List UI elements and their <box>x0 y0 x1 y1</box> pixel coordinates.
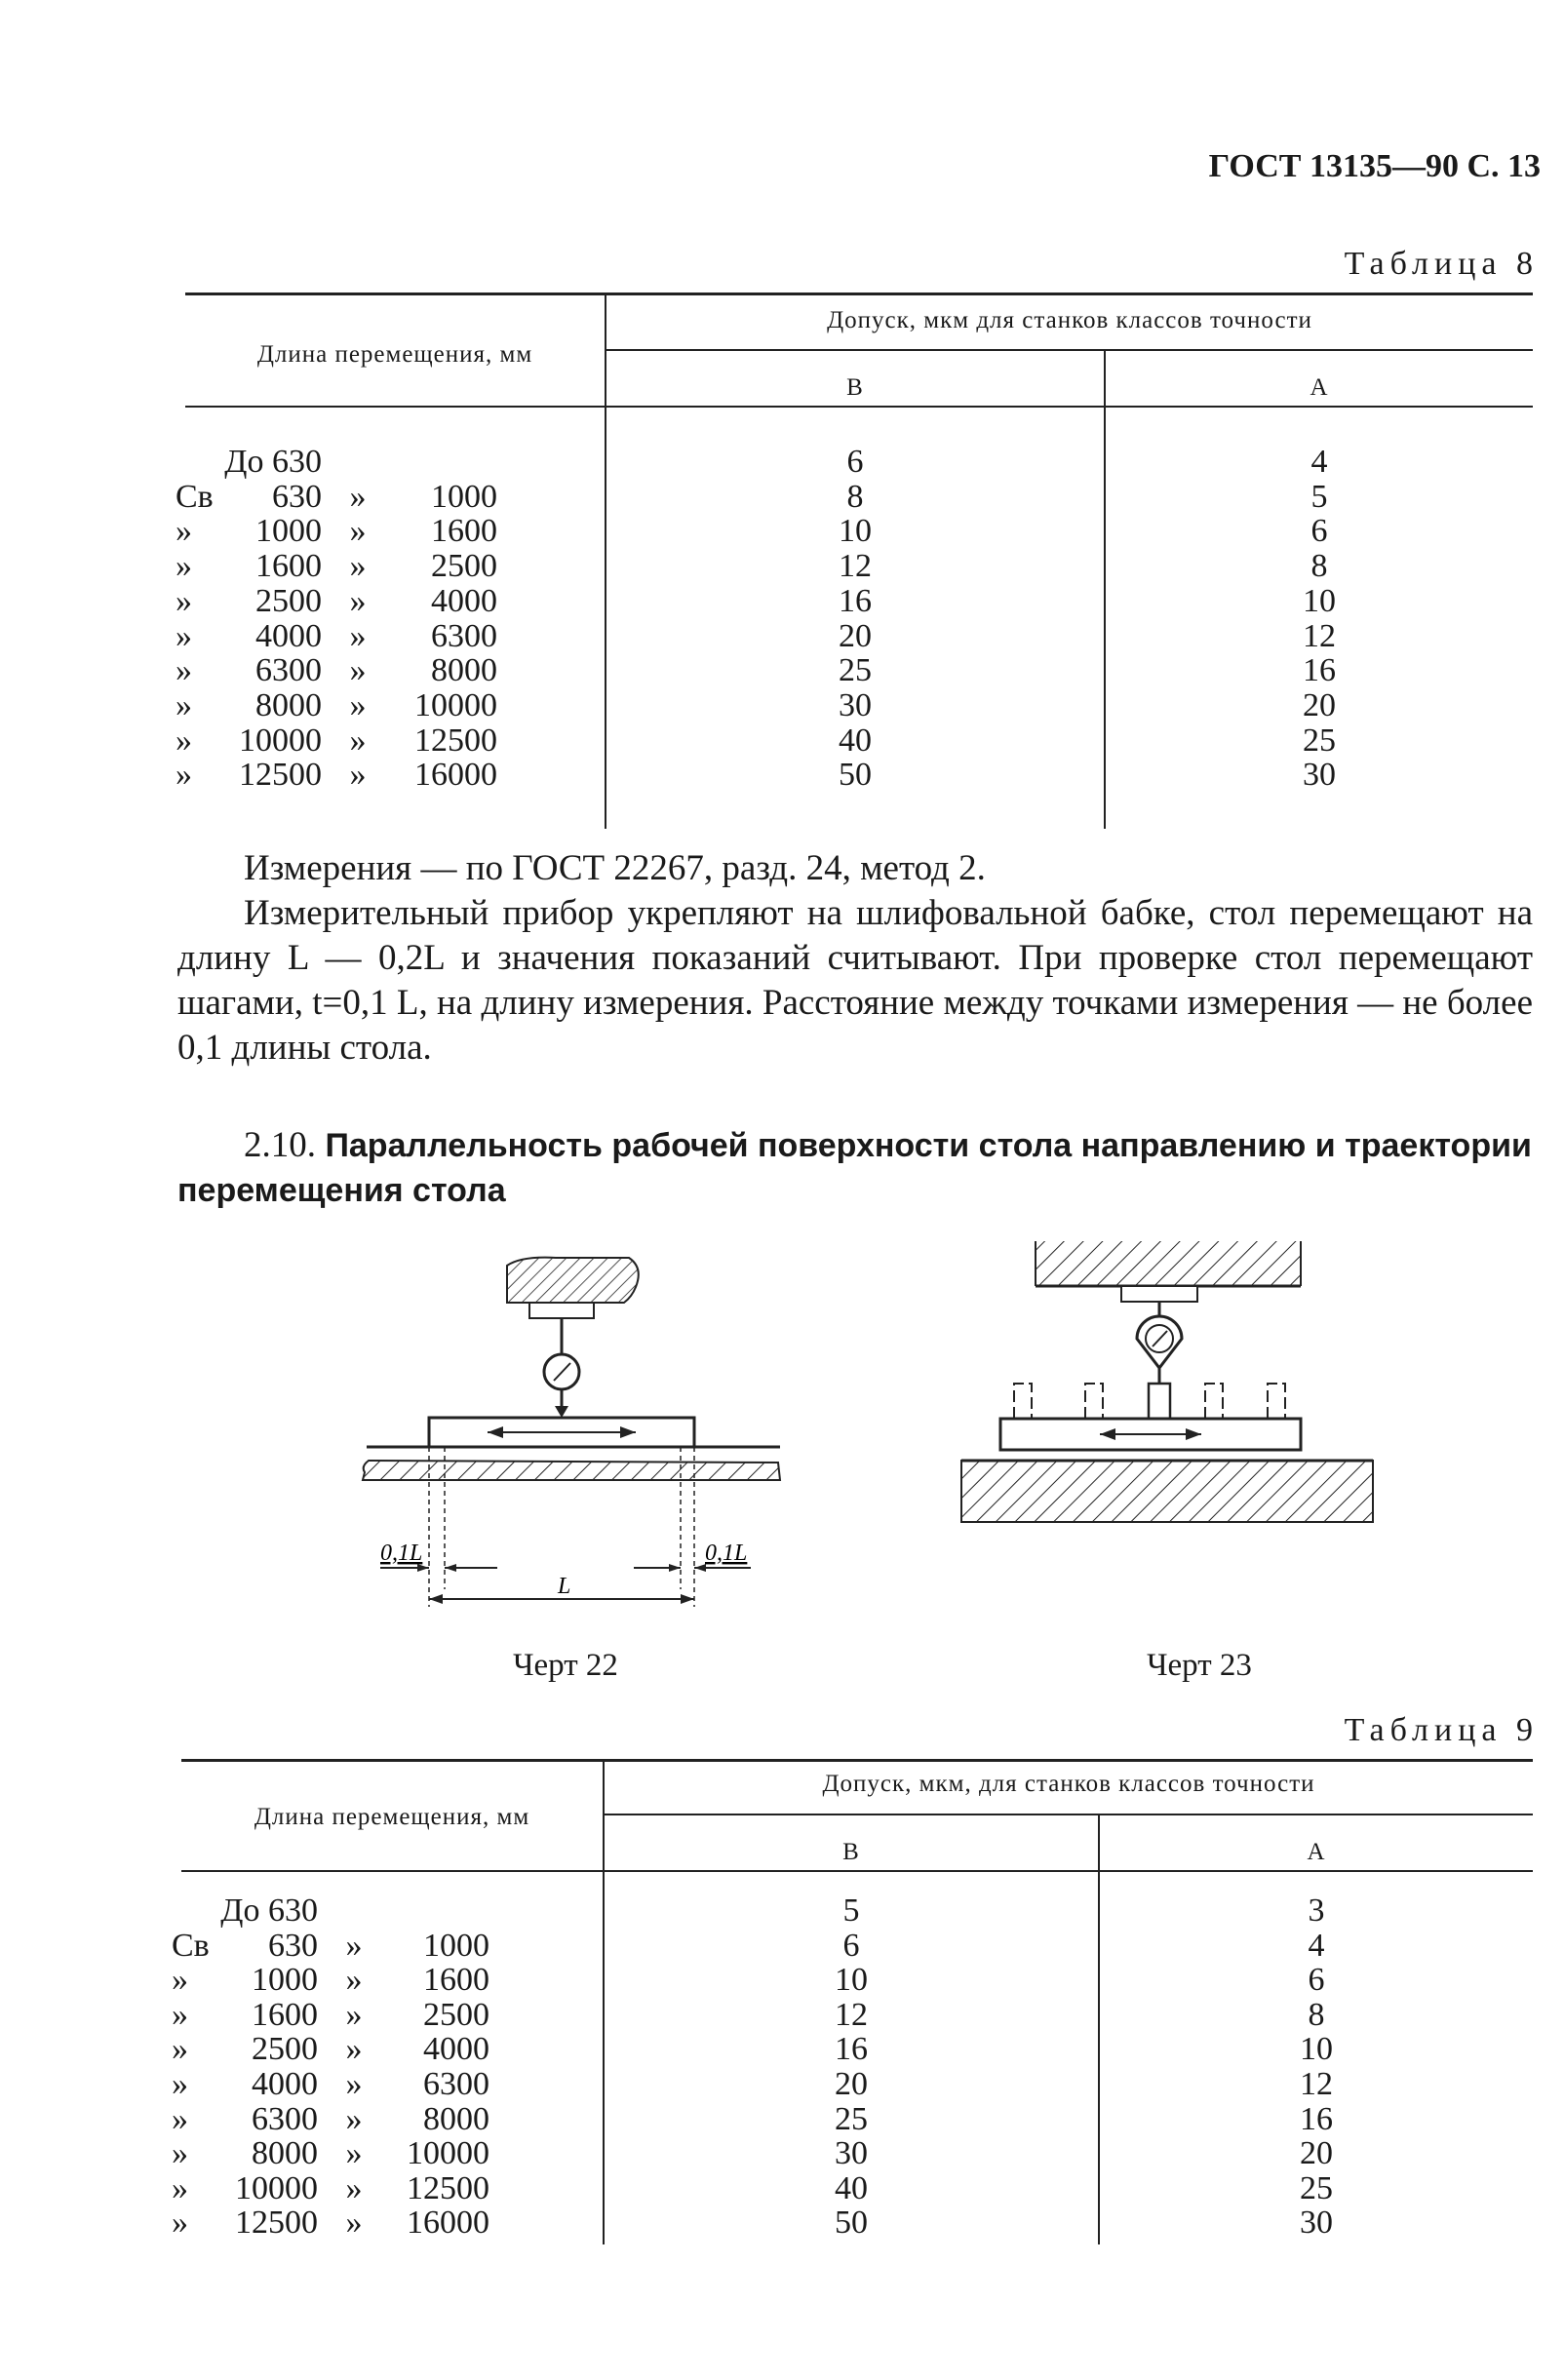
machine-table <box>1000 1419 1301 1450</box>
row-ditto-mark: » <box>349 652 367 689</box>
row-prefix: » <box>172 2204 188 2242</box>
row-prefix: » <box>176 548 192 585</box>
row-ditto-mark: » <box>345 1927 363 1964</box>
row-tolerance-a: 3 <box>1308 1892 1325 1929</box>
row-tolerance-b: 5 <box>842 1892 860 1929</box>
row-ditto-mark: » <box>345 2031 363 2068</box>
row-tolerance-b: 40 <box>839 722 872 759</box>
row-length-from: 2500 <box>252 2031 318 2068</box>
dial-indicator-icon <box>544 1354 579 1389</box>
row-length-to: 1600 <box>431 513 497 550</box>
row-prefix: » <box>172 1996 188 2033</box>
row-ditto-mark: » <box>349 582 367 619</box>
row-prefix: Св <box>172 1927 210 1964</box>
dimension-l <box>429 1574 694 1604</box>
row-length-to: 16000 <box>414 757 497 794</box>
row-length-to: 12500 <box>414 722 497 759</box>
row-prefix: » <box>176 582 192 619</box>
row-length-from: 8000 <box>255 686 322 723</box>
table-8-caption: Таблица 8 <box>1344 246 1539 282</box>
row-prefix: » <box>176 686 192 723</box>
row-prefix: » <box>176 652 192 689</box>
row-tolerance-b: 6 <box>846 444 864 480</box>
table-8-top-rule <box>185 293 1533 295</box>
row-ditto-mark: » <box>349 722 367 759</box>
row-length-to: 8000 <box>431 652 497 689</box>
row-length-from: 1600 <box>255 548 322 585</box>
machine-bed <box>363 1447 780 1480</box>
row-tolerance-b: 8 <box>846 478 864 515</box>
dial-indicator-icon <box>1137 1316 1182 1368</box>
row-tolerance-a: 25 <box>1303 722 1336 759</box>
dimension-left <box>380 1541 497 1572</box>
section-title: Параллельность рабочей поверхности стола направлению и траектории перемещения стола <box>177 1127 1532 1209</box>
row-tolerance-b: 30 <box>835 2135 868 2172</box>
row-ditto-mark: » <box>345 1996 363 2033</box>
row-length-to: 6300 <box>431 617 497 654</box>
row-ditto-mark: » <box>345 2204 363 2242</box>
row-length-to: 16000 <box>407 2204 489 2242</box>
row-ditto-mark: » <box>345 2135 363 2172</box>
table-9-caption: Таблица 9 <box>1344 1712 1539 1748</box>
row-tolerance-a: 30 <box>1303 757 1336 794</box>
row-length-from: 1600 <box>252 1996 318 2033</box>
machine-bed <box>961 1461 1373 1522</box>
row-prefix: » <box>172 2066 188 2102</box>
row-prefix: Св <box>176 478 214 515</box>
table-9-col-a-header: A <box>1307 1839 1326 1865</box>
row-length-from: 12500 <box>239 757 322 794</box>
dim-right-label: 0,1L <box>705 1541 748 1566</box>
dim-l-label: L <box>558 1574 571 1599</box>
row-tolerance-a: 8 <box>1308 1996 1325 2033</box>
row-length-from: 1000 <box>252 1962 318 1999</box>
row-tolerance-b: 50 <box>835 2204 868 2242</box>
row-ditto-mark: » <box>345 1962 363 1999</box>
table-9-col-tolerance-header: Допуск, мкм, для станков классов точности <box>822 1771 1315 1797</box>
row-length-to: 4000 <box>431 582 497 619</box>
row-tolerance-b: 16 <box>835 2031 868 2068</box>
table-9-col-b-header: B <box>842 1839 860 1865</box>
row-tolerance-a: 16 <box>1300 2100 1333 2137</box>
table-8-sub-rule <box>606 349 1533 351</box>
paragraph-measurements: Измерения — по ГОСТ 22267, разд. 24, метод 2. <box>244 848 986 888</box>
row-prefix: » <box>172 2031 188 2068</box>
table-8-col-tolerance-header: Допуск, мкм для станков классов точности <box>827 307 1312 333</box>
row-tolerance-b: 40 <box>835 2169 868 2206</box>
row-length-to: 10000 <box>407 2135 489 2172</box>
row-length-from: 4000 <box>252 2066 318 2102</box>
grinding-head <box>1036 1241 1301 1302</box>
row-tolerance-b: 25 <box>839 652 872 689</box>
row-length-to: 1600 <box>423 1962 489 1999</box>
row-prefix: » <box>172 2100 188 2137</box>
row-tolerance-a: 12 <box>1300 2066 1333 2102</box>
row-tolerance-b: 16 <box>839 582 872 619</box>
row-ditto-mark: » <box>349 757 367 794</box>
row-tolerance-a: 20 <box>1300 2135 1333 2172</box>
row-tolerance-a: 30 <box>1300 2204 1333 2242</box>
row-ditto-mark: » <box>345 2100 363 2137</box>
row-tolerance-a: 6 <box>1308 1962 1325 1999</box>
row-length-to: 1000 <box>423 1927 489 1964</box>
row-prefix: » <box>176 757 192 794</box>
row-tolerance-a: 25 <box>1300 2169 1333 2206</box>
row-tolerance-a: 5 <box>1310 478 1328 515</box>
table-9-sub-rule <box>605 1814 1533 1815</box>
dim-left-label: 0,1L <box>380 1541 423 1566</box>
row-length-to: 10000 <box>414 686 497 723</box>
table-9-col-length-header: Длина перемещения, мм <box>254 1804 530 1830</box>
table-9-top-rule <box>181 1759 1533 1762</box>
row-prefix: » <box>176 617 192 654</box>
figure-22-caption: Черт 22 <box>513 1648 618 1683</box>
row-tolerance-b: 20 <box>839 617 872 654</box>
row-ditto-mark: » <box>349 513 367 550</box>
row-length-from: 6300 <box>252 2100 318 2137</box>
row-tolerance-b: 25 <box>835 2100 868 2137</box>
row-length-from: 6300 <box>255 652 322 689</box>
figure-23 <box>946 1224 1394 1536</box>
row-ditto-mark: » <box>349 478 367 515</box>
figure-23-caption: Черт 23 <box>1147 1648 1252 1683</box>
row-length-from: 630 <box>272 478 322 515</box>
row-length-from: 2500 <box>255 582 322 619</box>
table-8-col-b-header: B <box>846 374 864 401</box>
row-prefix: » <box>176 513 192 550</box>
section-heading <box>177 1123 1533 1213</box>
row-prefix: » <box>172 1962 188 1999</box>
row-length-to: 4000 <box>423 2031 489 2068</box>
row-length-from: 12500 <box>235 2204 318 2242</box>
row-length-from: 10000 <box>235 2169 318 2206</box>
row-length-to: 2500 <box>423 1996 489 2033</box>
row-tolerance-b: 30 <box>839 686 872 723</box>
row-ditto-mark: » <box>345 2066 363 2102</box>
row-ditto-mark: » <box>345 2169 363 2206</box>
table-9-header-rule <box>181 1870 1533 1872</box>
row-length-to: 1000 <box>431 478 497 515</box>
row-tolerance-b: 6 <box>842 1927 860 1964</box>
row-tolerance-b: 12 <box>839 548 872 585</box>
row-length-from: До 630 <box>224 444 322 480</box>
row-tolerance-a: 8 <box>1310 548 1328 585</box>
row-length-to: 2500 <box>431 548 497 585</box>
row-length-from: До 630 <box>220 1892 318 1929</box>
row-length-from: 4000 <box>255 617 322 654</box>
dimension-right <box>634 1541 751 1572</box>
machine-table <box>429 1418 694 1447</box>
row-length-to: 8000 <box>423 2100 489 2137</box>
row-ditto-mark: » <box>349 617 367 654</box>
row-tolerance-a: 16 <box>1303 652 1336 689</box>
row-length-from: 10000 <box>239 722 322 759</box>
row-tolerance-a: 10 <box>1300 2031 1333 2068</box>
row-tolerance-b: 50 <box>839 757 872 794</box>
row-length-from: 630 <box>268 1927 318 1964</box>
row-prefix: » <box>176 722 192 759</box>
row-tolerance-b: 10 <box>835 1962 868 1999</box>
row-length-to: 6300 <box>423 2066 489 2102</box>
row-tolerance-a: 12 <box>1303 617 1336 654</box>
table-8-col-a-header: A <box>1310 374 1329 401</box>
row-length-to: 12500 <box>407 2169 489 2206</box>
row-prefix: » <box>172 2135 188 2172</box>
row-tolerance-a: 10 <box>1303 582 1336 619</box>
table-8-col-length-header: Длина перемещения, мм <box>256 341 533 368</box>
row-ditto-mark: » <box>349 686 367 723</box>
row-tolerance-b: 12 <box>835 1996 868 2033</box>
row-length-from: 8000 <box>252 2135 318 2172</box>
row-tolerance-b: 10 <box>839 513 872 550</box>
table-8-header-rule <box>185 406 1533 408</box>
section-number: 2.10. <box>244 1125 316 1165</box>
paragraph-procedure: Измерительный прибор укрепляют на шлифовальной бабке, стол перемещают на длину L — 0,2L и значения показаний считывают. При проверке стол перемещают шагами, t=0,1 L, на длину измерения. Расстояние между точками измерения — не более 0,1 длины стола. <box>177 893 1533 1068</box>
row-tolerance-a: 6 <box>1310 513 1328 550</box>
row-tolerance-a: 4 <box>1308 1927 1325 1964</box>
row-tolerance-a: 4 <box>1310 444 1328 480</box>
figure-22 <box>351 1238 819 1628</box>
row-tolerance-b: 20 <box>835 2066 868 2102</box>
grinding-head <box>507 1258 639 1318</box>
row-ditto-mark: » <box>349 548 367 585</box>
row-length-from: 1000 <box>255 513 322 550</box>
row-tolerance-a: 20 <box>1303 686 1336 723</box>
page-header: ГОСТ 13135—90 С. 13 <box>1208 148 1541 184</box>
gauge-blocks <box>1014 1384 1285 1419</box>
row-prefix: » <box>172 2169 188 2206</box>
